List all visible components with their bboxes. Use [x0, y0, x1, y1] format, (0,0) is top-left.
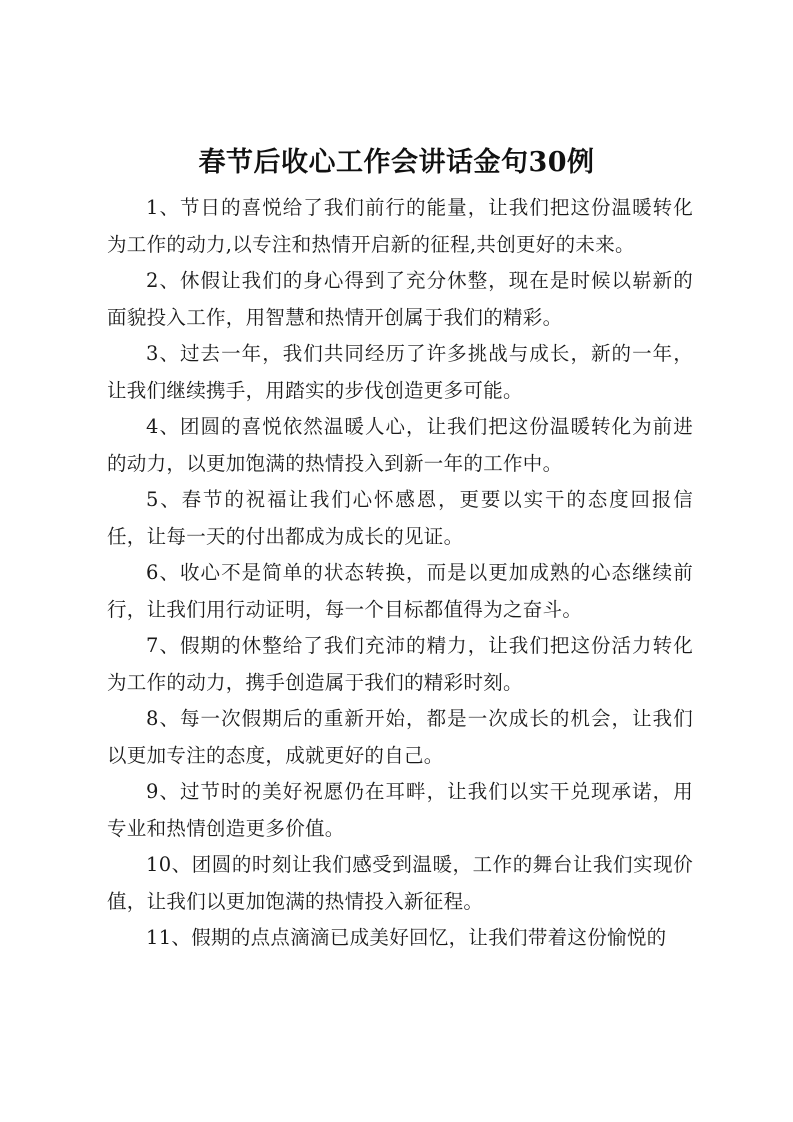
paragraph-9: 9、过节时的美好祝愿仍在耳畔，让我们以实干兑现承诺，用专业和热情创造更多价值。: [107, 780, 693, 840]
paragraph-6: 6、收心不是简单的状态转换，而是以更加成熟的心态继续前行，让我们用行动证明，每一个目标都值得为之奋斗。: [107, 561, 693, 621]
paragraph-7: 7、假期的休整给了我们充沛的精力，让我们把这份活力转化为工作的动力，携手创造属于我们的精彩时刻。: [107, 634, 693, 694]
paragraph-3: 3、过去一年，我们共同经历了许多挑战与成长，新的一年，让我们继续携手，用踏实的步伐创造更多可能。: [107, 342, 693, 402]
paragraph-8: 8、每一次假期后的重新开始，都是一次成长的机会，让我们以更加专注的态度，成就更好的自己。: [107, 707, 693, 767]
document-title: 春节后收心工作会讲话金句30例: [198, 147, 595, 178]
paragraph-11: 11、假期的点点滴滴已成美好回忆，让我们带着这份愉悦的: [146, 926, 667, 949]
paragraph-2: 2、休假让我们的身心得到了充分休整，现在是时候以崭新的面貌投入工作，用智慧和热情开创属于我们的精彩。: [107, 269, 693, 329]
paragraph-1: 1、节日的喜悦给了我们前行的能量，让我们把这份温暖转化为工作的动力,以专注和热情开启新的征程,共创更好的未来。: [107, 196, 693, 256]
paragraph-4: 4、团圆的喜悦依然温暖人心，让我们把这份温暖转化为前进的动力，以更加饱满的热情投入到新一年的工作中。: [107, 415, 693, 475]
document-body: [107, 190, 693, 957]
paragraph-10: 10、团圆的时刻让我们感受到温暖，工作的舞台让我们实现价值，让我们以更加饱满的热情投入新征程。: [107, 853, 693, 913]
paragraph-5: 5、春节的祝福让我们心怀感恩，更要以实干的态度回报信任，让每一天的付出都成为成长的见证。: [107, 488, 693, 548]
